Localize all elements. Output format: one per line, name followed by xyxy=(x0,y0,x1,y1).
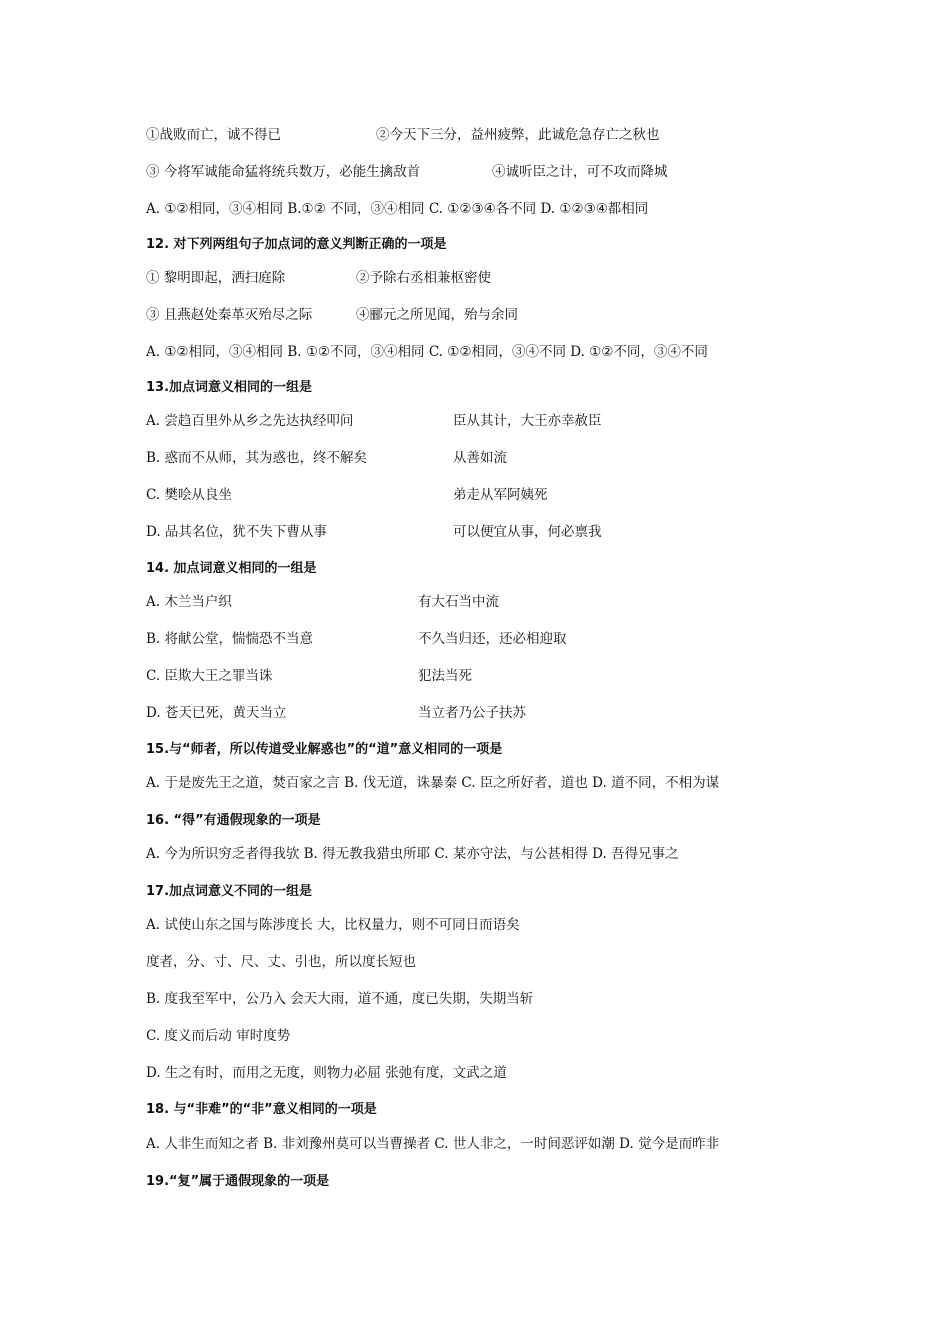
text-line: ① 黎明即起，洒扫庭除 xyxy=(146,270,286,286)
question-heading: 16. “得”有通假现象的一项是 xyxy=(146,813,321,828)
text-line: ①战败而亡，诚不得已 xyxy=(146,127,281,143)
text-line: A. 尝趋百里外从乡之先达执经叩问 xyxy=(146,413,354,429)
text-line: D. 生之有时，而用之无度，则物力必屈 张弛有度，文武之道 xyxy=(146,1065,507,1081)
text-line: ④诚听臣之计，可不攻而降城 xyxy=(492,164,668,180)
text-line: A. 木兰当户织 xyxy=(146,594,232,610)
question-heading: 12. 对下列两组句子加点词的意义判断正确的一项是 xyxy=(146,237,447,252)
text-line: D. 苍天已死，黄天当立 xyxy=(146,705,287,721)
text-line: ③ 今将军诚能命猛将统兵数万，必能生擒敌首 xyxy=(146,164,421,180)
text-line: 从善如流 xyxy=(453,450,507,466)
text-line: A. 试使山东之国与陈涉度长 大，比权量力，则不可同日而语矣 xyxy=(146,917,520,933)
question-heading: 17.加点词意义不同的一组是 xyxy=(146,884,313,899)
text-line: D. 品其名位，犹不失下曹从事 xyxy=(146,524,327,540)
text-line: ②今天下三分，益州疲弊，此诚危急存亡之秋也 xyxy=(376,127,660,143)
text-line: B. 将献公堂，惴惴恐不当意 xyxy=(146,631,314,647)
text-line: 不久当归还，还必相迎取 xyxy=(418,631,567,647)
text-line: ②予除右丞相兼枢密使 xyxy=(356,270,491,286)
text-line: 可以便宜从事，何必禀我 xyxy=(453,524,602,540)
question-heading: 14. 加点词意义相同的一组是 xyxy=(146,561,317,576)
text-line: A. 于是废先王之道，焚百家之言 B. 伐无道，诛暴秦 C. 臣之所好者，道也 D. 道不同，不相为谋 xyxy=(146,775,720,791)
text-line: 当立者乃公子扶苏 xyxy=(418,705,526,721)
text-line: A. 今为所识穷乏者得我欤 B. 得无教我猎虫所耶 C. 某亦守法，与公甚相得 D. 吾得兄事之 xyxy=(146,846,679,862)
text-line: A. ①②相同，③④相同 B. ①②不同，③④相同 C. ①②相同，③④不同 D. ①②不同，③④不同 xyxy=(146,344,708,360)
text-line: ③ 且燕赵处秦革灭殆尽之际 xyxy=(146,307,313,323)
question-heading: 19.“复”属于通假现象的一项是 xyxy=(146,1174,330,1189)
text-line: B. 惑而不从师，其为惑也，终不解矣 xyxy=(146,450,368,466)
text-line: 有大石当中流 xyxy=(418,594,499,610)
text-line: 臣从其计，大王亦幸赦臣 xyxy=(453,413,602,429)
text-line: B. 度我至军中，公乃入 会天大雨，道不通，度已失期，失期当斩 xyxy=(146,991,534,1007)
text-line: A. 人非生而知之者 B. 非刘豫州莫可以当曹操者 C. 世人非之，一时间恶评如潮 D. 觉今是而昨非 xyxy=(146,1136,720,1152)
text-line: ④郦元之所见闻，殆与余同 xyxy=(356,307,518,323)
text-line: C. 樊哙从良坐 xyxy=(146,487,232,503)
text-line: 犯法当死 xyxy=(418,668,472,684)
text-line: C. 度义而后动 审时度势 xyxy=(146,1028,291,1044)
question-heading: 18. 与“非难”的“非”意义相同的一项是 xyxy=(146,1102,377,1117)
question-heading: 13.加点词意义相同的一组是 xyxy=(146,380,313,395)
text-line: C. 臣欺大王之罪当诛 xyxy=(146,668,273,684)
text-line: 弟走从军阿姨死 xyxy=(453,487,548,503)
question-heading: 15.与“师者，所以传道受业解惑也”的“道”意义相同的一项是 xyxy=(146,742,503,757)
text-line: 度者，分、寸、尺、丈、引也，所以度长短也 xyxy=(146,954,416,970)
text-line: A. ①②相同，③④相同 B.①② 不同，③④相同 C. ①②③④各不同 D. ①②③④都相同 xyxy=(146,201,649,217)
